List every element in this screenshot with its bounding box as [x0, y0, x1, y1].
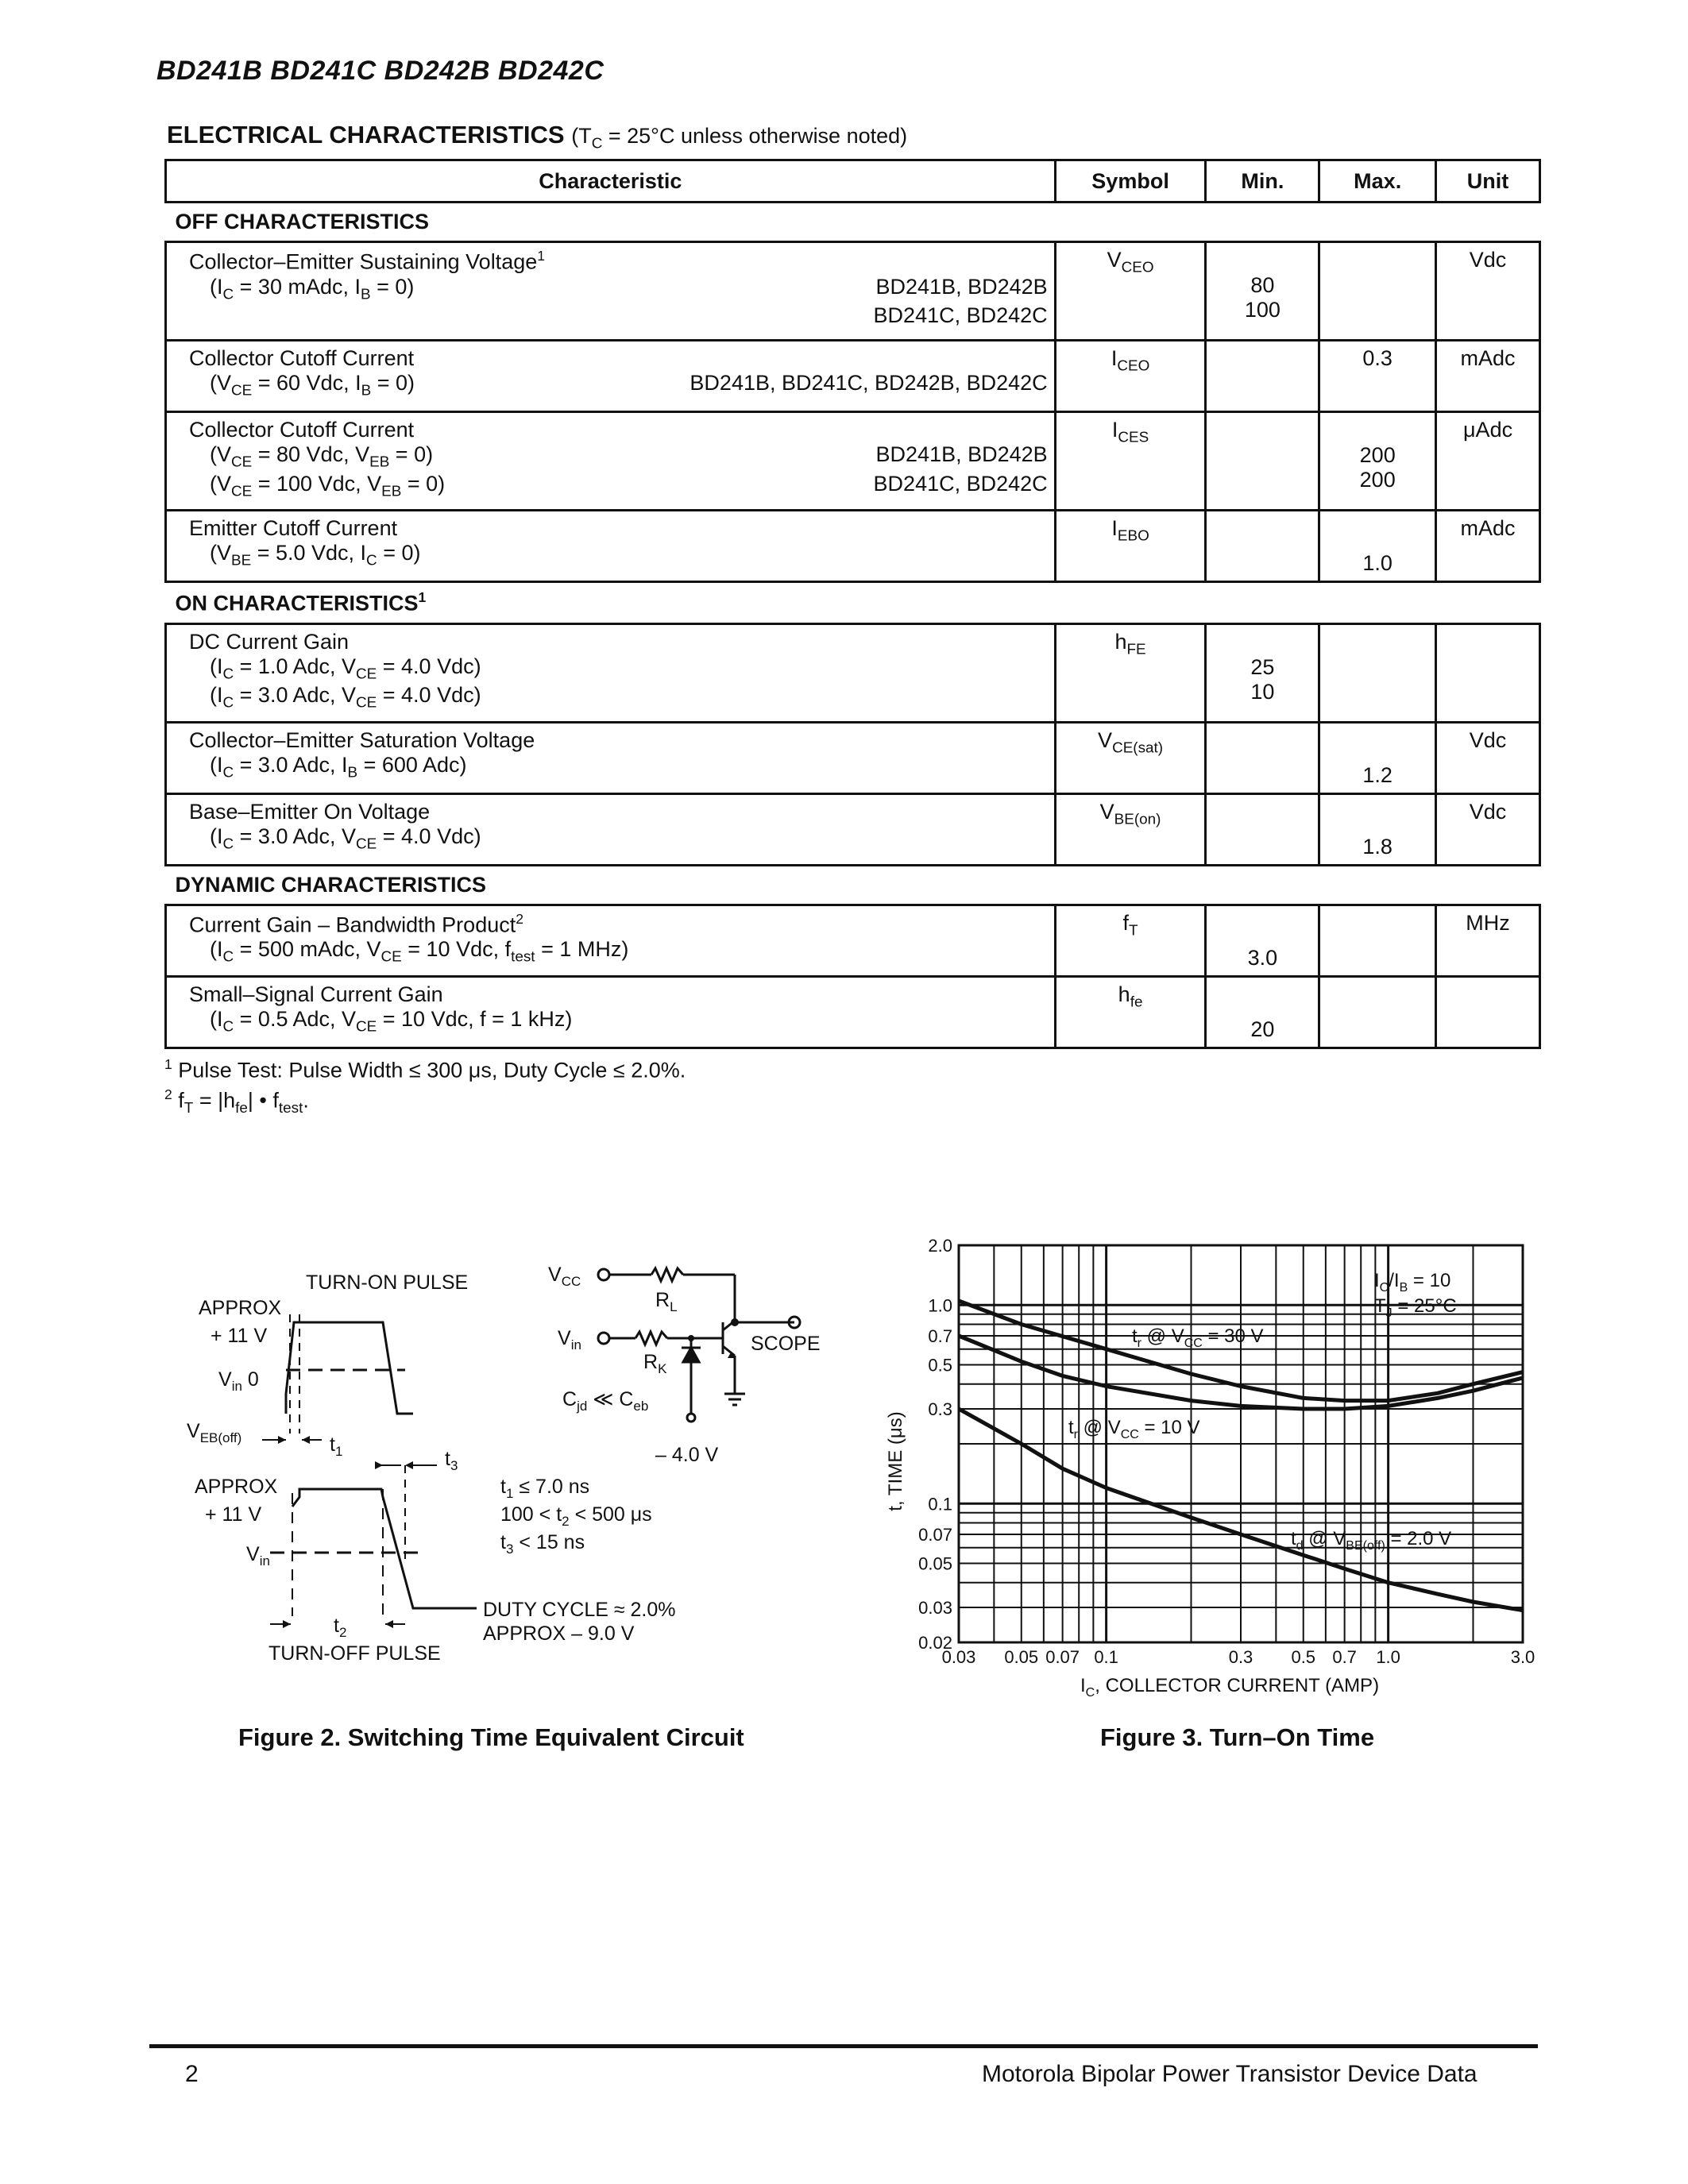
plus-11v-label: + 11 V [211, 1325, 268, 1347]
min-cell: 20 [1206, 976, 1319, 1048]
rk-resistor [635, 1332, 667, 1345]
y-tick-label: 0.05 [918, 1553, 952, 1574]
rk-label: $R_K$ [643, 1351, 667, 1376]
characteristic-cell: DC Current Gain ($I_C = 1.0$ Adc, $V_{CE} = 4.0$ Vdc) ($I_C = 3.0$ Adc, $V_{CE} = 4.0$ Vdc) [166, 623, 1056, 722]
vin-label-2: $V_{in}$ [246, 1543, 270, 1569]
x-tick-label: 3.0 [1510, 1647, 1535, 1667]
symbol-cell: $V_{BE(on)}$ [1055, 793, 1206, 865]
column-header: Characteristic [166, 160, 1056, 203]
max-cell [1319, 242, 1436, 341]
x-tick-label: 0.5 [1291, 1647, 1316, 1667]
footer-rule [149, 2044, 1538, 2048]
electrical-characteristics-title: ELECTRICAL CHARACTERISTICS ($T_C = 25^\circ C$ unless otherwise noted) [167, 121, 908, 152]
veb-off-label: $V_{EB(off)}$ [187, 1420, 242, 1445]
x-tick-label: 0.05 [1004, 1647, 1039, 1667]
min-cell: 80 100 [1206, 242, 1319, 341]
max-cell: 1.8 [1319, 793, 1436, 865]
symbol-cell: $I_{CEO}$ [1055, 341, 1206, 412]
table-row [166, 722, 1540, 793]
y-tick-label: 0.03 [918, 1597, 952, 1618]
column-header: Symbol [1055, 160, 1206, 203]
characteristic-cell: Collector Cutoff Current ($V_{CE} = 60$ Vdc, $I_B = 0$) BD241B, BD241C, BD242B, BD242C [166, 341, 1056, 412]
table-row [166, 793, 1540, 865]
table-header-row [166, 160, 1540, 203]
max-cell: 1.0 [1319, 511, 1436, 582]
scope-label: SCOPE [751, 1333, 821, 1355]
max-cell: 0.3 [1319, 341, 1436, 412]
min-cell [1206, 341, 1319, 412]
y-tick-label: 0.1 [928, 1494, 952, 1515]
vcc-terminal [598, 1269, 609, 1280]
curve-label-td: $t_d$ @ $V_{BE(off)} = 2.0$ V [1291, 1528, 1452, 1553]
turn-on-pulse-label: TURN-ON PULSE [306, 1271, 469, 1294]
vcc-label: $V_{CC}$ [548, 1264, 581, 1289]
unit-cell [1436, 976, 1540, 1048]
footnote-1: $^1$ Pulse Test: Pulse Width ≤ 300 μs, Duty Cycle ≤ 2.0%. [164, 1056, 686, 1082]
turn-on-pulse-waveform [286, 1322, 413, 1414]
column-header: Max. [1319, 160, 1436, 203]
unit-cell: mAdc [1436, 511, 1540, 582]
table-row [166, 242, 1540, 341]
x-tick-label: 0.7 [1332, 1647, 1357, 1667]
t2-label: $t_2$ [334, 1615, 347, 1640]
rl-label: $R_L$ [655, 1289, 678, 1314]
y-tick-label: 0.5 [928, 1355, 952, 1376]
unit-cell [1436, 623, 1540, 722]
table-row [166, 412, 1540, 511]
min-cell [1206, 793, 1319, 865]
characteristic-cell: Small–Signal Current Gain ($I_C = 0.5$ Adc, $V_{CE} = 10$ Vdc, f = 1 kHz) [166, 976, 1056, 1048]
symbol-cell: $I_{CES}$ [1055, 412, 1206, 511]
rl-resistor [651, 1268, 683, 1281]
table-row [166, 341, 1540, 412]
symbol-cell: $I_{EBO}$ [1055, 511, 1206, 582]
x-tick-label: 0.07 [1045, 1647, 1080, 1667]
y-tick-label: 0.02 [918, 1633, 952, 1653]
characteristic-cell: Collector Cutoff Current ($V_{CE} = 80$ Vdc, $V_{EB} = 0$) BD241B, BD242B ($V_{CE} = 100$ Vdc, $V_{EB} = 0$) BD241C, BD242C [166, 412, 1056, 511]
unit-cell: MHz [1436, 905, 1540, 976]
y-tick-label: 1.0 [928, 1295, 952, 1316]
vin-circuit-label: $V_{in}$ [558, 1327, 581, 1352]
max-cell: 200 200 [1319, 412, 1436, 511]
section-heading: DYNAMIC CHARACTERISTICS [166, 865, 1540, 905]
vin-terminal [598, 1333, 609, 1344]
x-axis-label: $I_C$, COLLECTOR CURRENT (AMP) [1080, 1675, 1380, 1700]
section-heading: ON CHARACTERISTICS$^1$ [166, 582, 1540, 624]
symbol-cell: $h_{fe}$ [1055, 976, 1206, 1048]
unit-cell: Vdc [1436, 722, 1540, 793]
symbol-cell: $V_{CEO}$ [1055, 242, 1206, 341]
t1-spec: $t_1 \le 7.0$ ns [500, 1476, 590, 1501]
min-cell [1206, 511, 1319, 582]
turn-off-pulse-waveform [292, 1489, 477, 1608]
section-heading: OFF CHARACTERISTICS [166, 203, 1540, 242]
legend-tj: $T_J = 25^\circ C$ [1374, 1295, 1457, 1320]
min-cell: 25 10 [1206, 623, 1319, 722]
x-tick-label: 0.3 [1228, 1647, 1253, 1667]
legend-ic-ib: $I_C/I_B = 10$ [1374, 1270, 1451, 1295]
minus-4v-label: – 4.0 V [655, 1444, 719, 1466]
column-header: Unit [1436, 160, 1540, 203]
approx-label-2: APPROX [195, 1476, 278, 1498]
symbol-cell: $f_T$ [1055, 905, 1206, 976]
t3-spec: $t_3 < 15$ ns [500, 1531, 585, 1557]
approx-label: APPROX [199, 1297, 282, 1319]
characteristic-cell: Collector–Emitter Saturation Voltage ($I_C = 3.0$ Adc, $I_B = 600$ Adc) [166, 722, 1056, 793]
max-cell [1319, 905, 1436, 976]
vin-zero-label: $V_{in}$ 0 [218, 1368, 259, 1394]
curve-label-tr-vcc30: $t_r$ @ $V_{CC} = 30$ V [1132, 1325, 1264, 1350]
curve-label-tr-vcc10: $t_r$ @ $V_{CC} = 10$ V [1068, 1417, 1200, 1441]
t1-label: $t_1$ [330, 1433, 343, 1459]
y-tick-label: 0.7 [928, 1325, 952, 1346]
symbol-cell: $h_{FE}$ [1055, 623, 1206, 722]
page-number: 2 [185, 2061, 199, 2087]
y-tick-label: 0.3 [928, 1399, 952, 1419]
table-row [166, 511, 1540, 582]
approx-minus-9v-label: APPROX – 9.0 V [483, 1623, 635, 1645]
footer-source: Motorola Bipolar Power Transistor Device Data [982, 2061, 1477, 2087]
switching-time-circuit-diagram [175, 1227, 874, 1719]
symbol-cell: $V_{CE(sat)}$ [1055, 722, 1206, 793]
unit-cell: μAdc [1436, 412, 1540, 511]
cjd-ceb-label: $C_{jd}$ ≪ $C_{eb}$ [562, 1388, 649, 1414]
max-cell: 1.2 [1319, 722, 1436, 793]
x-tick-label: 1.0 [1376, 1647, 1400, 1667]
max-cell [1319, 623, 1436, 722]
table-row [166, 623, 1540, 722]
turn-on-time-chart [878, 1223, 1561, 1715]
x-tick-label: 0.03 [941, 1647, 976, 1667]
diode [683, 1348, 699, 1362]
turn-off-pulse-label: TURN-OFF PULSE [268, 1642, 441, 1665]
y-tick-label: 0.07 [918, 1524, 952, 1545]
column-header: Min. [1206, 160, 1319, 203]
x-tick-label: 0.1 [1094, 1647, 1118, 1667]
min-cell [1206, 412, 1319, 511]
figure-3-caption: Figure 3. Turn–On Time [1100, 1723, 1375, 1751]
unit-cell: Vdc [1436, 242, 1540, 341]
table-row [166, 976, 1540, 1048]
document-header-title: BD241B BD241C BD242B BD242C [156, 56, 605, 86]
characteristic-cell: Current Gain – Bandwidth Product$^2$ ($I_C = 500$ mAdc, $V_{CE} = 10$ Vdc, $f_{test} = 1$ MHz) [166, 905, 1056, 976]
min-cell: 3.0 [1206, 905, 1319, 976]
t3-label: $t_3$ [445, 1448, 458, 1473]
max-cell [1319, 976, 1436, 1048]
characteristic-cell: Collector–Emitter Sustaining Voltage$^1$ ($I_C = 30$ mAdc, $I_B = 0$) BD241B, BD242B BD241C, BD242C [166, 242, 1056, 341]
unit-cell: Vdc [1436, 793, 1540, 865]
y-tick-label: 2.0 [928, 1236, 952, 1256]
electrical-characteristics-table [164, 159, 1541, 1049]
duty-cycle-label: DUTY CYCLE ≈ 2.0% [483, 1599, 676, 1621]
figure-2-caption: Figure 2. Switching Time Equivalent Circuit [238, 1723, 744, 1751]
y-axis-label: t, TIME (μs) [885, 1411, 906, 1511]
t2-spec: $100 < t_2 < 500$ μs [500, 1503, 652, 1529]
characteristic-cell: Base–Emitter On Voltage ($I_C = 3.0$ Adc, $V_{CE} = 4.0$ Vdc) [166, 793, 1056, 865]
table-row [166, 905, 1540, 976]
unit-cell: mAdc [1436, 341, 1540, 412]
footnote-2: $^2$ $f_T = |h_{fe}|$ • $f_{test}$. [164, 1086, 309, 1117]
min-cell [1206, 722, 1319, 793]
plus-11v-label-2: + 11 V [205, 1503, 262, 1526]
characteristic-cell: Emitter Cutoff Current ($V_{BE} = 5.0$ Vdc, $I_C = 0$) [166, 511, 1056, 582]
